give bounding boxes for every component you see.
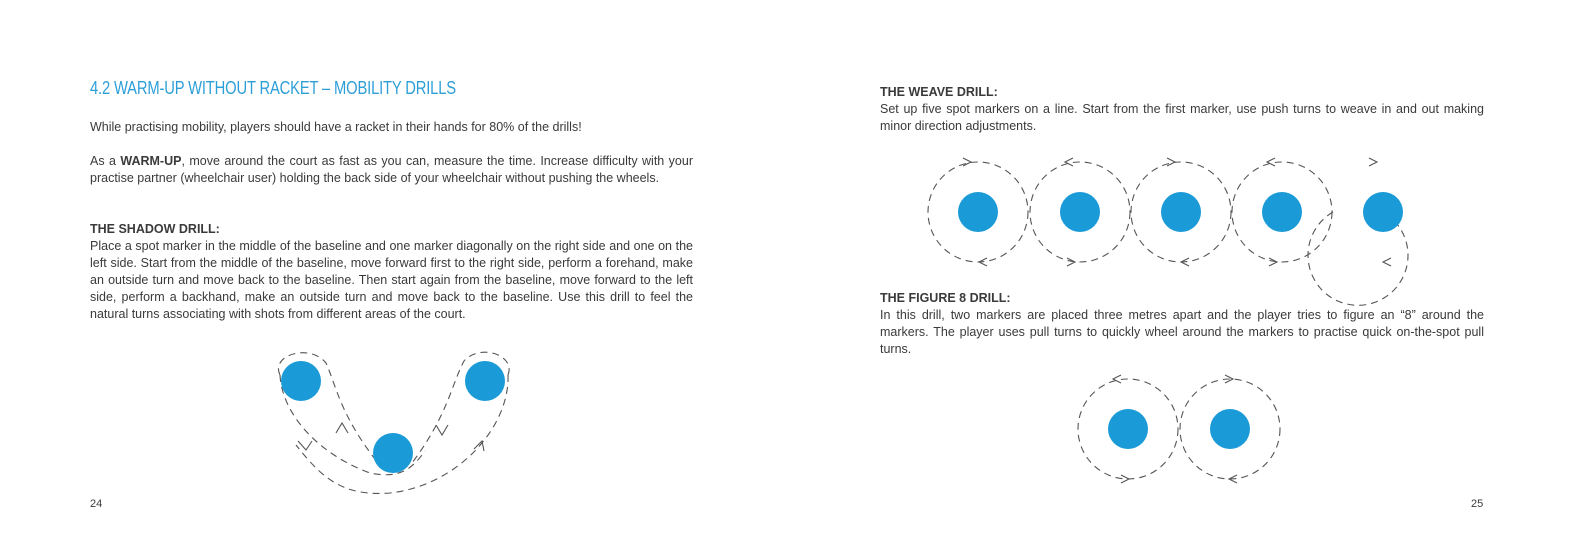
shadow-drill-diagram xyxy=(260,345,530,505)
page-number-right: 25 xyxy=(1471,498,1484,510)
section-heading: 4.2 WARM-UP WITHOUT RACKET – MOBILITY DRILLS xyxy=(90,78,456,98)
spot-marker-1 xyxy=(958,192,998,232)
spot-marker-right xyxy=(465,361,505,401)
warmup-rest: , move around the court as fast as you can, measure the time. Increase difficulty with your practise partner (wheelchair user) holding the back side of your wheelchair without pushing the wheels. xyxy=(90,154,693,185)
warmup-prefix: As a xyxy=(90,154,121,168)
arrow-icon xyxy=(1267,158,1275,166)
spot-marker-3 xyxy=(1161,192,1201,232)
right-page xyxy=(791,0,1582,555)
intro-paragraph: While practising mobility, players should have a racket in their hands for 80% of the drills! xyxy=(90,120,582,134)
page-number-left: 24 xyxy=(90,498,103,510)
shadow-drill-text: Place a spot marker in the middle of the baseline and one marker diagonally on the right side and one on the left side. Start from the middle of the baseline, move forward first to the right side, perform a forehand, make an outside turn and move back to the baseline. Then start again from the baseline, move forward to the left side, perform a backhand, make an outside turn and move back to the baseline. Use this drill to feel the natural turns associating with shots from different areas of the court. xyxy=(90,239,693,321)
arrow-icon xyxy=(1065,158,1073,166)
arrow-icon xyxy=(1369,158,1377,166)
figure8-drill-diagram xyxy=(1073,372,1289,490)
spot-marker-2 xyxy=(1060,192,1100,232)
weave-drill-title: THE WEAVE DRILL: xyxy=(880,85,998,99)
spot-marker-left xyxy=(1108,409,1148,449)
arrow-icon xyxy=(1067,258,1075,266)
spot-marker-right xyxy=(1210,409,1250,449)
spot-marker-4 xyxy=(1262,192,1302,232)
arrow-icon xyxy=(1383,258,1391,266)
spot-marker-5 xyxy=(1363,192,1403,232)
spot-marker-center xyxy=(373,433,413,473)
arrow-icon xyxy=(336,423,348,433)
arrow-icon xyxy=(436,425,448,435)
arrow-icon xyxy=(963,158,971,166)
warmup-paragraph xyxy=(90,153,693,187)
arrow-icon xyxy=(1269,258,1277,266)
figure8-drill-title: THE FIGURE 8 DRILL: xyxy=(880,291,1011,305)
weave-drill-diagram xyxy=(921,150,1461,275)
arrow-icon xyxy=(1113,375,1121,383)
arrow-icon xyxy=(1167,158,1175,166)
figure8-drill-text: In this drill, two markers are placed three metres apart and the player tries to figure an “8” around the markers. The player uses pull turns to quickly wheel around the markers to practise quick on-the-spot pull turns. xyxy=(880,308,1484,356)
arrow-icon xyxy=(298,441,312,450)
shadow-drill-title: THE SHADOW DRILL: xyxy=(90,222,220,236)
warmup-bold: WARM-UP xyxy=(120,154,182,168)
weave-drill-text: Set up five spot markers on a line. Start from the first marker, use push turns to weave in and out making minor direction adjustments. xyxy=(880,102,1484,133)
spot-marker-left xyxy=(281,361,321,401)
